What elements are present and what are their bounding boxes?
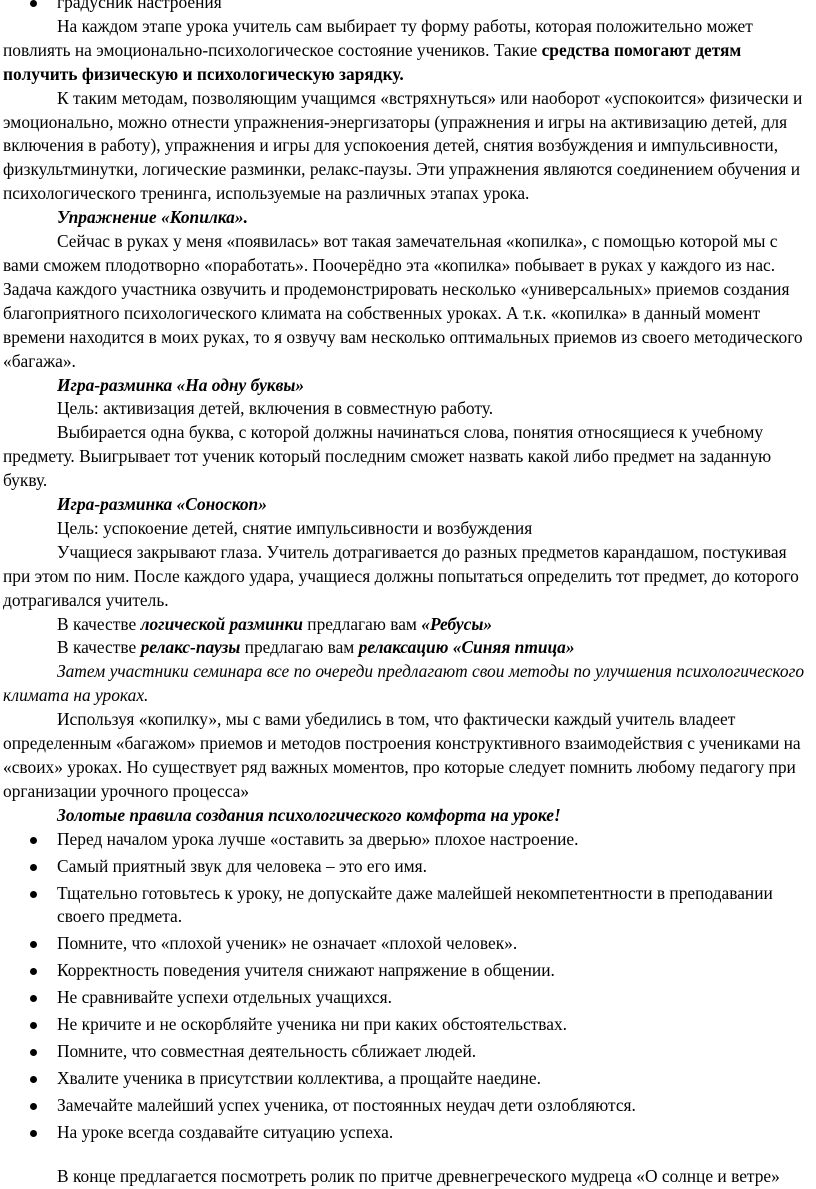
rule-item bbox=[3, 959, 812, 983]
rule-item bbox=[3, 1040, 812, 1064]
rule-item bbox=[3, 882, 812, 930]
paragraph: В конце предлагается посмотреть ролик по притче древнегреческого мудреца «О солнце и ветре» bbox=[57, 1165, 780, 1186]
bullet-icon bbox=[30, 891, 37, 898]
section-heading: Упражнение «Копилка». bbox=[57, 207, 248, 228]
list-item-text: градусник настроения bbox=[57, 0, 222, 12]
rule-item bbox=[3, 855, 812, 879]
rule-text: Помните, что совместная деятельность сближает людей. bbox=[57, 1040, 477, 1061]
rule-text: Тщательно готовьтесь к уроку, не допускайте даже малейшей некомпетентности в преподавании своего предмета. bbox=[57, 882, 773, 927]
bold-text: средства помогают детям получить физическую и психологическую зарядку. bbox=[3, 39, 742, 84]
rule-text: Замечайте малейший успех ученика, от постоянных неудач дети озлобляются. bbox=[57, 1094, 636, 1115]
bullet-icon bbox=[30, 968, 37, 975]
paragraph: Используя «копилку», мы с вами убедились в том, что фактически каждый учитель владеет определенным «багажом» приемов и методов построения конструктивного взаимодействия с учениками на «своих» уроках. Но существует ряд важных моментов, про которые следует помнить любому педагогу при организации урочного процесса» bbox=[3, 709, 801, 801]
bold-italic-text: релакс-паузы bbox=[140, 637, 241, 658]
rule-text: На уроке всегда создавайте ситуацию успеха. bbox=[57, 1121, 394, 1142]
paragraph: Сейчас в руках у меня «появилась» вот такая замечательная «копилка», с помощью которой мы с вами сможем плодотворно «поработать». Поочерёдно эта «копилка» побывает в руках у каждого из нас. Задача каждого участника озвучить и продемонстрировать несколько «универсальных» приемов создания благоприятного психологического климата на собственных уроках. А т.к. «копилка» в данный момент времени находится в моих руках, то я озвучу вам несколько оптимальных приемов из своего методического «багажа». bbox=[3, 231, 803, 371]
rule-text: Хвалите ученика в присутствии коллектива, а прощайте наедине. bbox=[57, 1067, 541, 1088]
paragraph-text: предлагаю вам bbox=[240, 637, 359, 658]
section-heading: Золотые правила создания психологического комфорта на уроке! bbox=[57, 804, 561, 825]
bold-italic-text: релаксацию «Синяя птица» bbox=[358, 637, 575, 658]
rule-item bbox=[3, 986, 812, 1010]
paragraph-text: В качестве bbox=[57, 637, 141, 658]
section-heading: Игра-разминка «На одну буквы» bbox=[57, 374, 305, 395]
paragraph-text: В качестве bbox=[57, 613, 141, 634]
bold-italic-text: логической разминки bbox=[140, 613, 303, 634]
paragraph: Цель: успокоение детей, снятие импульсивности и возбуждения bbox=[57, 517, 533, 538]
italic-paragraph: Затем участники семинара все по очереди предлагают свои методы по улучшения психологического климата на уроках. bbox=[3, 661, 805, 706]
rule-text: Помните, что «плохой ученик» не означает «плохой человек». bbox=[57, 933, 518, 954]
bullet-icon bbox=[30, 0, 37, 7]
list-item bbox=[3, 0, 812, 15]
paragraph-text: предлагаю вам bbox=[302, 613, 422, 634]
bullet-icon bbox=[30, 1022, 37, 1029]
rule-text: Корректность поведения учителя снижают напряжение в общении. bbox=[57, 960, 555, 981]
bullet-icon bbox=[30, 1049, 37, 1056]
bullet-icon bbox=[30, 837, 37, 844]
paragraph: Цель: активизация детей, включения в совместную работу. bbox=[57, 398, 494, 419]
rule-text: Перед началом урока лучше «оставить за дверью» плохое настроение. bbox=[57, 828, 579, 849]
bullet-icon bbox=[30, 1076, 37, 1083]
bullet-icon bbox=[30, 1130, 37, 1137]
paragraph: К таким методам, позволяющим учащимся «встряхнуться» или наоборот «успокоится» физически и эмоционально, можно отнести упражнения-энергизаторы (упражнения и игры на активизацию детей, для включения в работу), упражнения и игры для успокоения детей, снятия возбуждения и импульсивности, физкультминутки, логические разминки, релакс-паузы. Эти упражнения являются соединением обучения и психологического тренинга, используемые на различных этапах урока. bbox=[3, 87, 803, 204]
paragraph: Учащиеся закрывают глаза. Учитель дотрагивается до разных предметов карандашом, постукивая при этом по ним. После каждого удара, учащиеся должны попытаться определить тот предмет, до которого дотрагивался учитель. bbox=[3, 541, 799, 610]
rule-item bbox=[3, 1121, 812, 1145]
rule-item bbox=[3, 1067, 812, 1091]
rule-text: Не сравнивайте успехи отдельных учащихся. bbox=[57, 987, 392, 1008]
rules-list bbox=[3, 828, 812, 1145]
bold-italic-text: «Ребусы» bbox=[421, 613, 493, 634]
bullet-icon bbox=[30, 941, 37, 948]
rule-item bbox=[3, 1094, 812, 1118]
bullet-icon bbox=[30, 1103, 37, 1110]
rule-item bbox=[3, 828, 812, 852]
rule-text: Самый приятный звук для человека – это его имя. bbox=[57, 855, 428, 876]
paragraph: Выбирается одна буква, с которой должны начинаться слова, понятия относящиеся к учебному предмету. Выигрывает тот ученик который последним сможет назвать какой либо предмет на заданную букву. bbox=[3, 422, 772, 491]
rule-text: Не кричите и не оскорбляйте ученика ни при каких обстоятельствах. bbox=[57, 1014, 568, 1035]
rule-item bbox=[3, 932, 812, 956]
rule-item bbox=[3, 1013, 812, 1037]
paragraph bbox=[3, 636, 812, 660]
bullet-icon bbox=[30, 995, 37, 1002]
paragraph bbox=[3, 613, 812, 637]
bullet-icon bbox=[30, 864, 37, 871]
section-heading: Игра-разминка «Соноскоп» bbox=[57, 494, 267, 515]
paragraph-text: На каждом этапе урока учитель сам выбирает ту форму работы, которая положительно может повлиять на эмоционально-психологическое состояние учеников. Такие bbox=[3, 15, 753, 60]
top-bullet-list bbox=[3, 0, 812, 15]
paragraph bbox=[3, 15, 812, 87]
